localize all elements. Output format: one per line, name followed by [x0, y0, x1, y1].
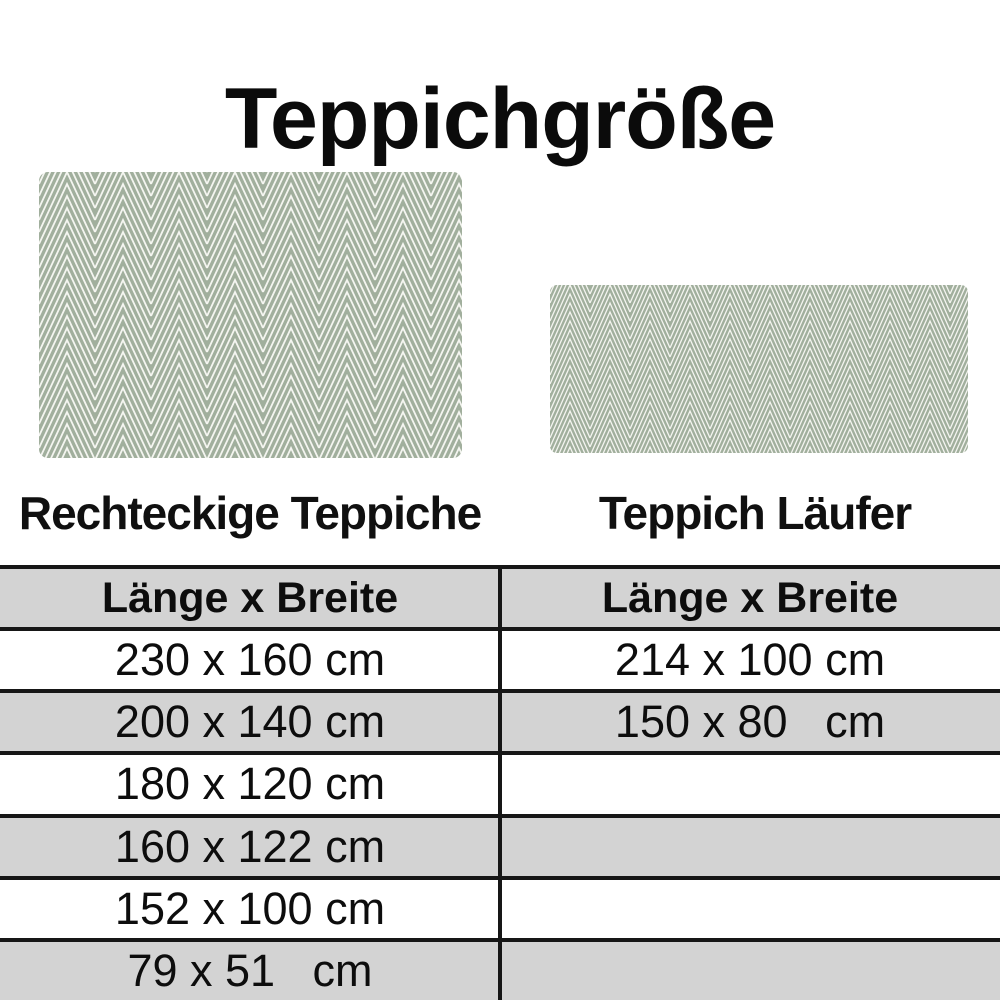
header-cell-right: Länge x Breite [601, 573, 899, 622]
size-cell-left: 160 x 122 cm [114, 820, 386, 872]
page-title: Teppichgröße [224, 70, 776, 167]
size-cell-left: 200 x 140 cm [114, 696, 386, 748]
size-cell-right [500, 880, 1000, 938]
size-cell-left: 230 x 160 cm [114, 634, 386, 686]
size-cell-right [500, 818, 1000, 876]
size-cell-left: 152 x 100 cm [114, 882, 386, 934]
caption-runner-rugs: Teppich Läufer [598, 487, 912, 539]
size-table [0, 565, 1000, 1000]
chevron-pattern-large-icon [39, 172, 462, 458]
size-cell-right: 150 x 80 cm [614, 696, 886, 748]
size-cell-left: 79 x 51 cm [127, 944, 373, 996]
runner-rug-image [550, 285, 968, 458]
size-cell-right [500, 755, 1000, 813]
column-divider [498, 565, 502, 1000]
rectangular-rug-image [39, 172, 462, 463]
header-cell-left: Länge x Breite [101, 573, 399, 622]
size-cell-left: 180 x 120 cm [114, 758, 386, 810]
size-cell-right: 214 x 100 cm [614, 634, 886, 686]
size-cell-right [500, 942, 1000, 1000]
chevron-pattern-small-icon [550, 285, 968, 453]
caption-rectangular-rugs: Rechteckige Teppiche [18, 487, 482, 539]
